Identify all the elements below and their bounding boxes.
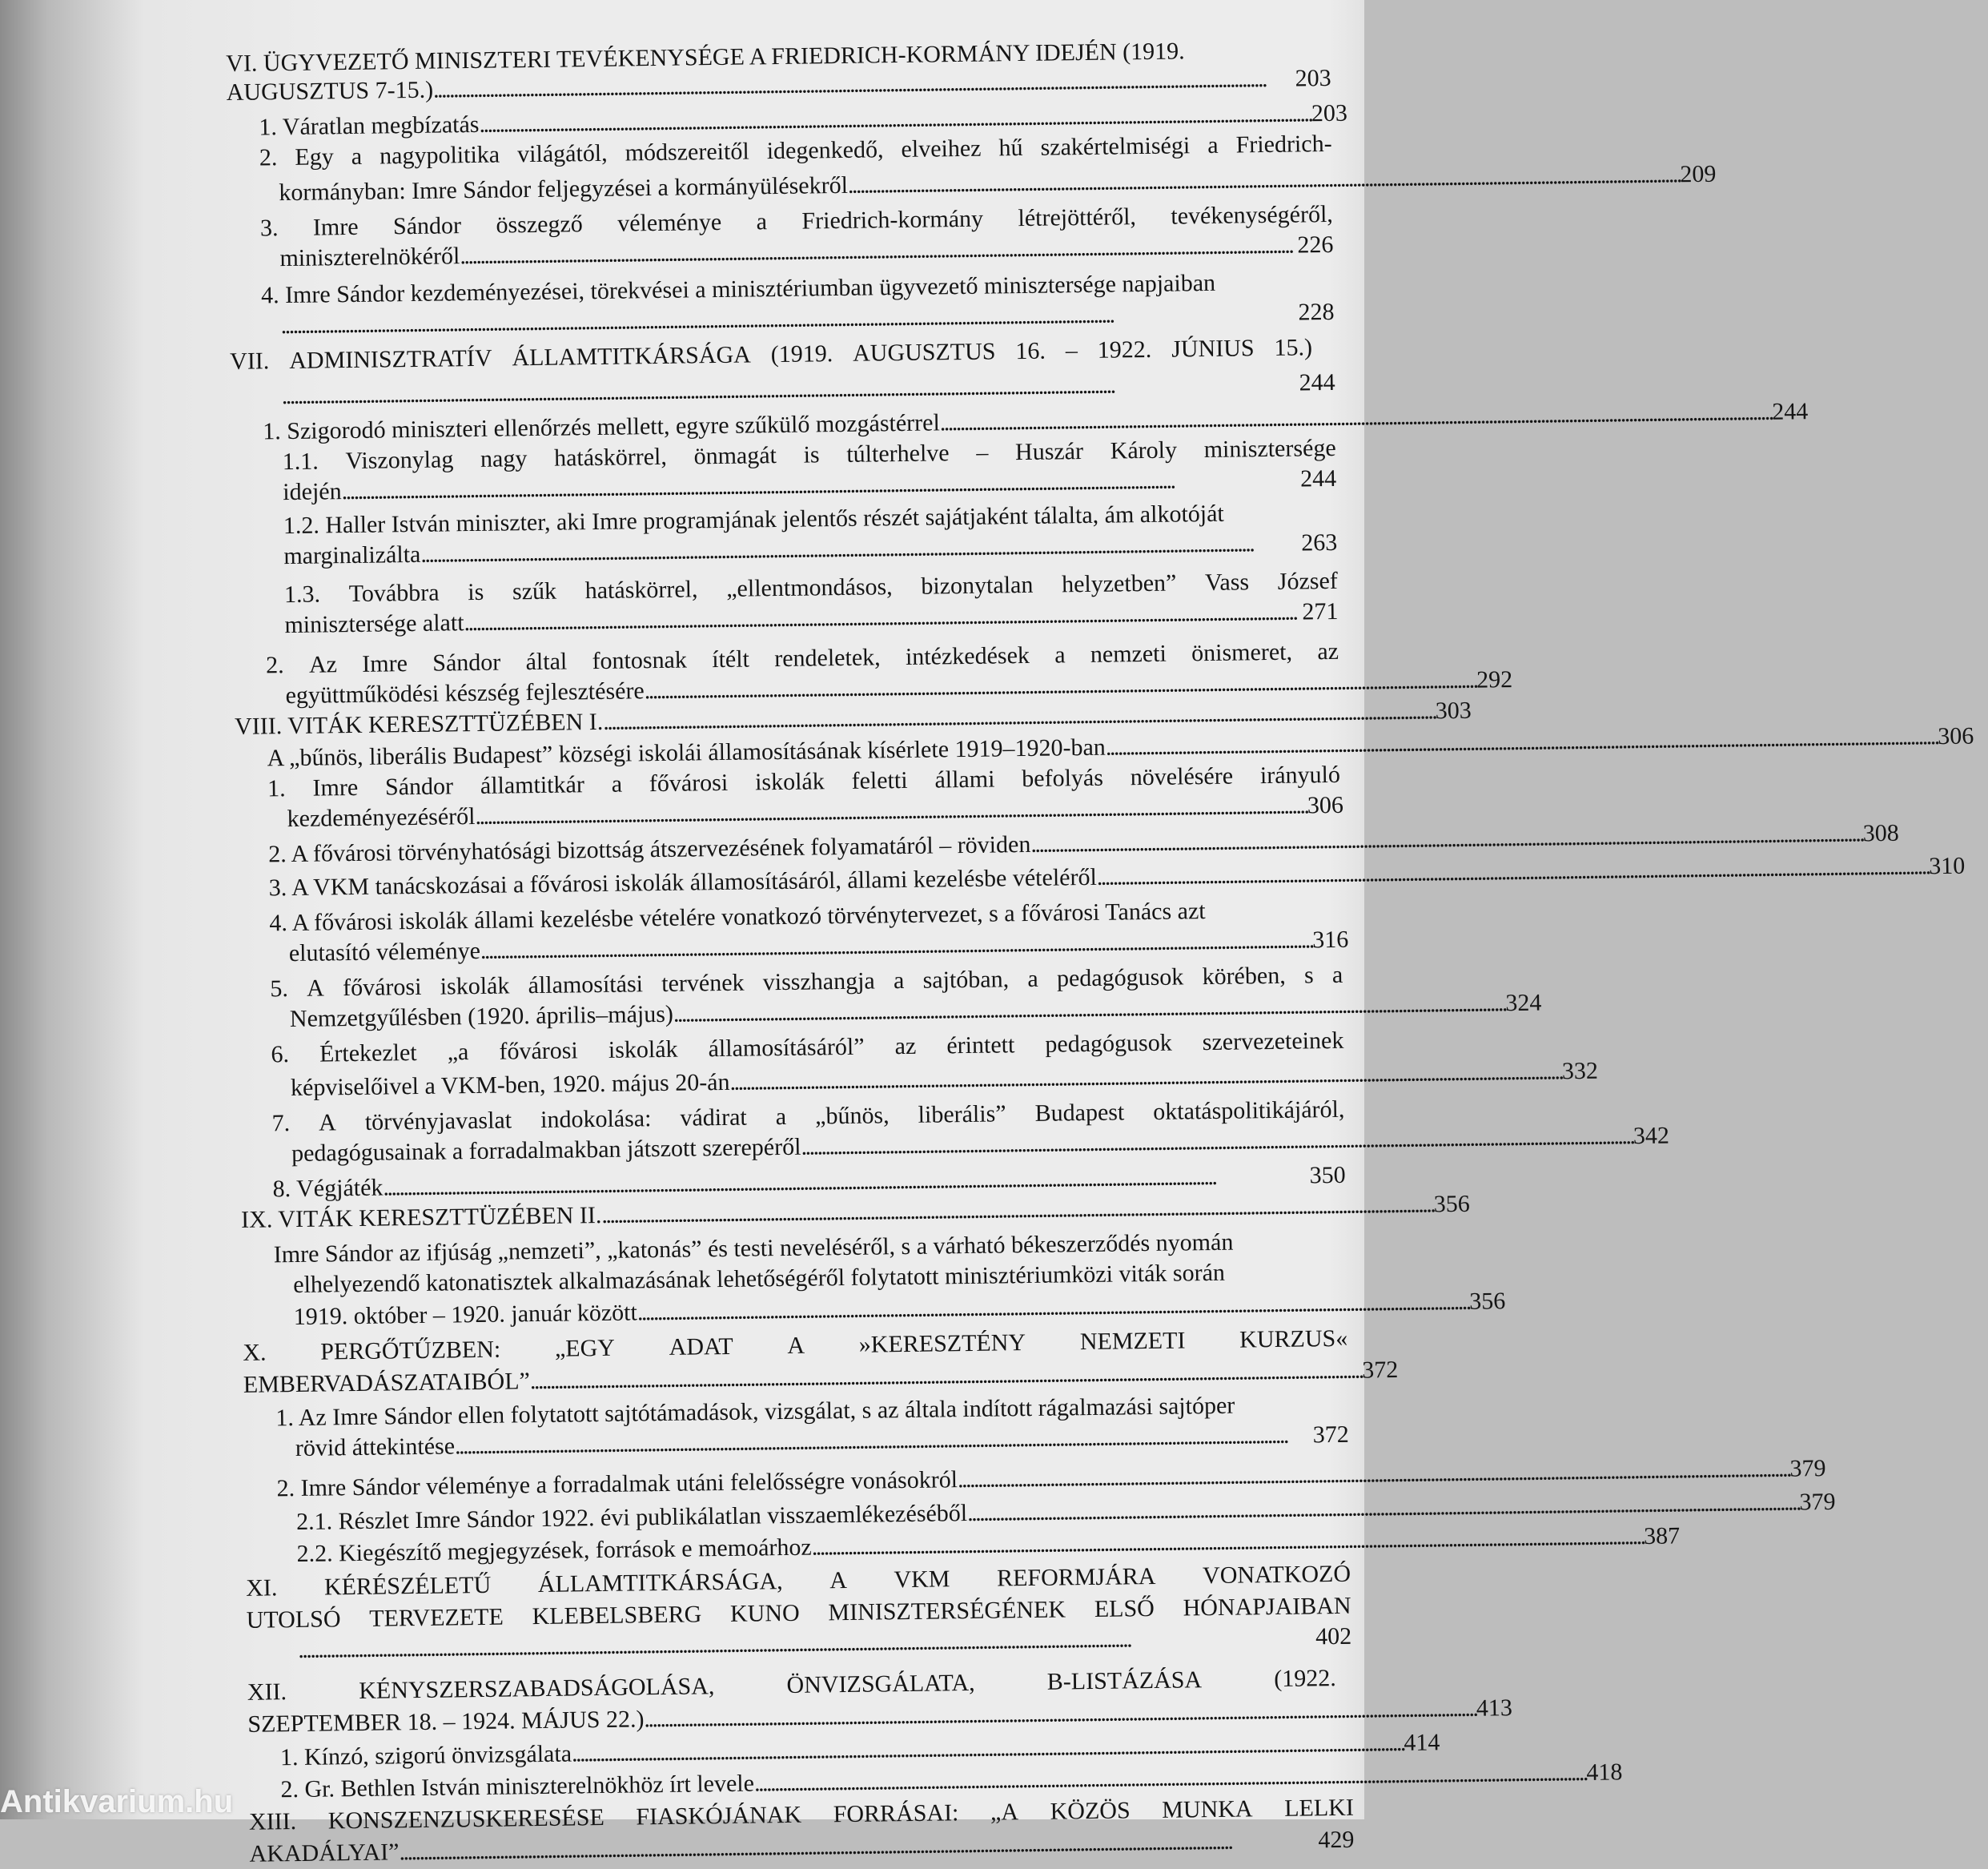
toc-entry-title: 2. Gr. Bethlen István miniszterelnökhöz írt levele xyxy=(280,1770,755,1803)
toc-page-number: 271 xyxy=(1302,597,1339,625)
dot-leader xyxy=(958,1455,1789,1495)
toc-page-number: 413 xyxy=(1476,1694,1513,1722)
toc-page-number: 203 xyxy=(1295,64,1331,92)
toc-page-number: 228 xyxy=(1298,298,1335,326)
toc-entry-title: 1.2. Haller István miniszter, aki Imre programjának jelentős részét sajátjaként tálalta, ám alkotóját xyxy=(283,500,1224,540)
toc-entry-title: 1. Imre Sándor államtitkár a fővárosi iskolák feletti állami befolyás növelésére irányuló xyxy=(267,761,1341,802)
toc-entry-title: 4. Imre Sándor kezdeményezései, törekvései a minisztériumban ügyvezető minisztersége napjaiban xyxy=(260,269,1216,309)
toc-entry-title: marginalizálta xyxy=(283,541,421,570)
toc-entry-title: 1. Kínzó, szigorú önvizsgálata xyxy=(279,1740,572,1771)
toc-entry-title: VII. ADMINISZTRATÍV ÁLLAMTITKÁRSÁGA (1919. AUGUSZTUS 16. – 1922. JÚNIUS 15.) xyxy=(229,334,1313,375)
toc-entry-title: Imre Sándor az ifjúság „nemzeti”, „katonás” és testi neveléséről, s a várható békeszerződés nyomán xyxy=(273,1228,1234,1268)
toc-page-number: 292 xyxy=(1476,666,1513,693)
toc-entry-title: 5. A fővárosi iskolák államosítási tervének visszhangja a sajtóban, a pedagógusok körében, s a xyxy=(270,961,1343,1003)
table-of-contents xyxy=(226,32,1974,1867)
dot-leader xyxy=(1030,819,1861,859)
toc-entry-title: 2.1. Részlet Imre Sándor 1922. évi publikálatlan visszaemlékezéséből xyxy=(295,1500,968,1536)
dot-leader xyxy=(1097,852,1928,892)
toc-page-number: 350 xyxy=(1309,1161,1346,1189)
dot-leader xyxy=(848,160,1679,200)
toc-entry-title: pedagógusainak a forradalmakban játszott szerepéről xyxy=(291,1133,801,1168)
toc-page-number: 429 xyxy=(1318,1826,1355,1854)
toc-entry-title: elhelyezendő katonatisztek alkalmazásának lehetőségéről folytatott minisztériumközi viták során xyxy=(293,1259,1226,1299)
toc-entry-title: 2. Az Imre Sándor által fontosnak ítélt rendeletek, intézkedések a nemzeti önismeret, az xyxy=(265,637,1339,679)
toc-page-number: 332 xyxy=(1561,1057,1599,1085)
toc-entry-title: AKADÁLYAI” xyxy=(249,1839,400,1867)
toc-entry-title: VIII. VITÁK KERESZTTÜZÉBEN I. xyxy=(234,708,604,740)
toc-entry-title: 1.3. Továbbra is szűk hatáskörrel, „ellentmondásos, bizonytalan helyzetben” Vass József xyxy=(283,567,1338,609)
toc-entry-title: XIII. KONSZENZUSKERESÉSE FIASKÓJÁNAK FORRÁSAI: „A KÖZÖS MUNKA LELKI xyxy=(248,1794,1355,1835)
toc-entry-title: 2.2. Kiegészítő megjegyzések, források e memoárhoz xyxy=(296,1533,812,1567)
toc-page-number: 209 xyxy=(1680,160,1717,188)
toc-page-number: 203 xyxy=(1311,99,1348,127)
toc-page-number: 244 xyxy=(1299,368,1335,396)
toc-page-number: 387 xyxy=(1643,1522,1681,1549)
toc-entry-title: 4. A fővárosi iskolák állami kezelésbe vételére vonatkozó törvénytervezet, s a fővárosi Tanács azt xyxy=(269,898,1206,937)
toc-entry-title: 8. Végjáték xyxy=(272,1174,384,1203)
toc-entry-title: miniszterelnökéről xyxy=(279,243,460,272)
toc-entry-title: 1. Az Imre Sándor ellen folytatott sajtótámadások, vizsgálat, s az általa indított rágalmazási sajtóper xyxy=(275,1392,1235,1432)
toc-entry-title: 1. Váratlan megbízatás xyxy=(259,111,480,141)
toc-page-number: 303 xyxy=(1435,697,1472,725)
toc-entry-title: 3. A VKM tanácskozásai a fővárosi iskolák államosításáról, állami kezelésbe vételéről xyxy=(268,863,1098,902)
toc-page-number: 316 xyxy=(1312,926,1349,954)
dot-leader xyxy=(420,529,1299,569)
toc-entry-title: 1919. október – 1920. január között xyxy=(293,1299,638,1331)
toc-entry-title: kormányban: Imre Sándor feljegyzései a kormányülésekről xyxy=(279,171,849,207)
toc-entry-title: X. PERGŐTŰZBEN: „EGY ADAT A »KERESZTÉNY NEMZETI KURZUS« xyxy=(243,1324,1348,1366)
toc-entry-title: SZEPTEMBER 18. – 1924. MÁJUS 22.) xyxy=(247,1706,645,1738)
dot-leader xyxy=(940,398,1771,438)
toc-entry-title: EMBERVADÁSZATAIBÓL” xyxy=(243,1368,531,1398)
watermark: Antikvarium.hu xyxy=(0,1784,234,1819)
toc-page-number: 263 xyxy=(1301,529,1338,557)
toc-entry-title: 2. A fővárosi törvényhatósági bizottság átszervezésének folyamatáról – röviden xyxy=(267,830,1031,868)
toc-page-number: 402 xyxy=(1315,1622,1352,1650)
toc-entry-title: IX. VITÁK KERESZTTÜZÉBEN II. xyxy=(240,1201,602,1233)
toc-entry-title: 7. A törvényjavaslat indokolása: vádirat a „bűnös, liberális” Budapest oktatáspolitikájáról, xyxy=(271,1095,1345,1137)
toc-page-number: 342 xyxy=(1633,1122,1670,1150)
toc-entry-title: együttműködési készség fejlesztésére xyxy=(285,677,645,709)
toc-page-number: 356 xyxy=(1469,1288,1506,1315)
toc-entry-title: 1.1. Viszonylag nagy hatáskörrel, önmagát is túlterhelve – Huszár Károly minisztersége xyxy=(282,434,1336,476)
toc-page-number: 379 xyxy=(1799,1488,1836,1516)
toc-entry-title: A „bűnös, liberális Budapest” községi iskolái államosításának kísérlete 1919–1920-ban xyxy=(267,734,1106,772)
toc-page-number: 372 xyxy=(1312,1421,1350,1449)
dot-leader xyxy=(729,1057,1560,1097)
toc-entry-title: XII. KÉNYSZERSZABADSÁGOLÁSA, ÖNVIZSGÁLATA, B-LISTÁZÁSA (1922. xyxy=(247,1665,1336,1706)
dot-leader xyxy=(455,1421,1311,1461)
dot-leader xyxy=(464,597,1300,637)
toc-entry-title: AUGUSZTUS 7-15.) xyxy=(226,76,434,106)
toc-entry-title: Nemzetgyűlésben (1920. április–május) xyxy=(289,1000,674,1033)
toc-entry-title: minisztersége alatt xyxy=(284,609,464,639)
dot-leader xyxy=(460,231,1295,271)
toc-entry-title: XI. KÉRÉSZÉLETŰ ÁLLAMTITKÁRSÁGA, A VKM REFORMJÁRA VONATKOZÓ xyxy=(245,1560,1351,1602)
toc-page-number: 244 xyxy=(1771,398,1809,425)
toc-entry-title: VI. ÜGYVEZETŐ MINISZTERI TEVÉKENYSÉGE A FRIEDRICH-KORMÁNY IDEJÉN (1919. xyxy=(226,38,1185,77)
toc-entry-title: idején xyxy=(283,478,342,506)
dot-leader xyxy=(811,1522,1642,1562)
dot-leader xyxy=(673,989,1504,1029)
toc-page-number: 324 xyxy=(1505,989,1542,1017)
toc-page-number: 306 xyxy=(1938,722,1974,750)
toc-page-number: 414 xyxy=(1404,1729,1440,1756)
toc-entry-title: képviselőivel a VKM-ben, 1920. május 20-án xyxy=(290,1068,730,1102)
toc-page-number: 308 xyxy=(1862,819,1899,847)
toc-page-number: 372 xyxy=(1362,1356,1399,1384)
toc-entry-title: 1. Szigorodó miniszteri ellenőrzés mellett, egyre szűkülő mozgástérrel xyxy=(263,409,941,445)
dot-leader xyxy=(801,1122,1632,1162)
toc-page-number: 310 xyxy=(1928,852,1966,880)
toc-entry-title: UTOLSÓ TERVEZETE KLEBELSBERG KUNO MINISZTERSÉGÉNEK ELSŐ HÓNAPJAIBAN xyxy=(246,1592,1351,1634)
toc-entry-title: kezdeményezéséről xyxy=(287,803,476,833)
toc-entry-title: 2. Egy a nagypolitika világától, módszereitől idegenkedő, elveihez hű szakértelmiségi a Friedrich- xyxy=(259,130,1332,171)
toc-page-number: 306 xyxy=(1307,791,1344,819)
toc-page-number: 356 xyxy=(1433,1190,1470,1218)
dot-leader xyxy=(1106,722,1937,762)
toc-entry-title: 2. Imre Sándor véleménye a forradalmak utáni felelősségre vonásokról xyxy=(276,1466,958,1502)
toc-page-number: 244 xyxy=(1299,464,1337,492)
toc-page-number: 418 xyxy=(1586,1758,1623,1786)
toc-page-number: 379 xyxy=(1789,1454,1826,1482)
toc-page-number: 226 xyxy=(1297,231,1334,259)
toc-entry-title: rövid áttekintése xyxy=(295,1433,456,1462)
toc-entry-title: 6. Értekezlet „a fővárosi iskolák államosításáról” az érintett pedagógusok szervezeteinek xyxy=(271,1027,1344,1068)
toc-entry-title: 3. Imre Sándor összegző véleménye a Friedrich-kormány létrejöttéről, tevékenységéről, xyxy=(259,200,1333,242)
toc-entry-title: elutasító véleménye xyxy=(288,937,481,967)
